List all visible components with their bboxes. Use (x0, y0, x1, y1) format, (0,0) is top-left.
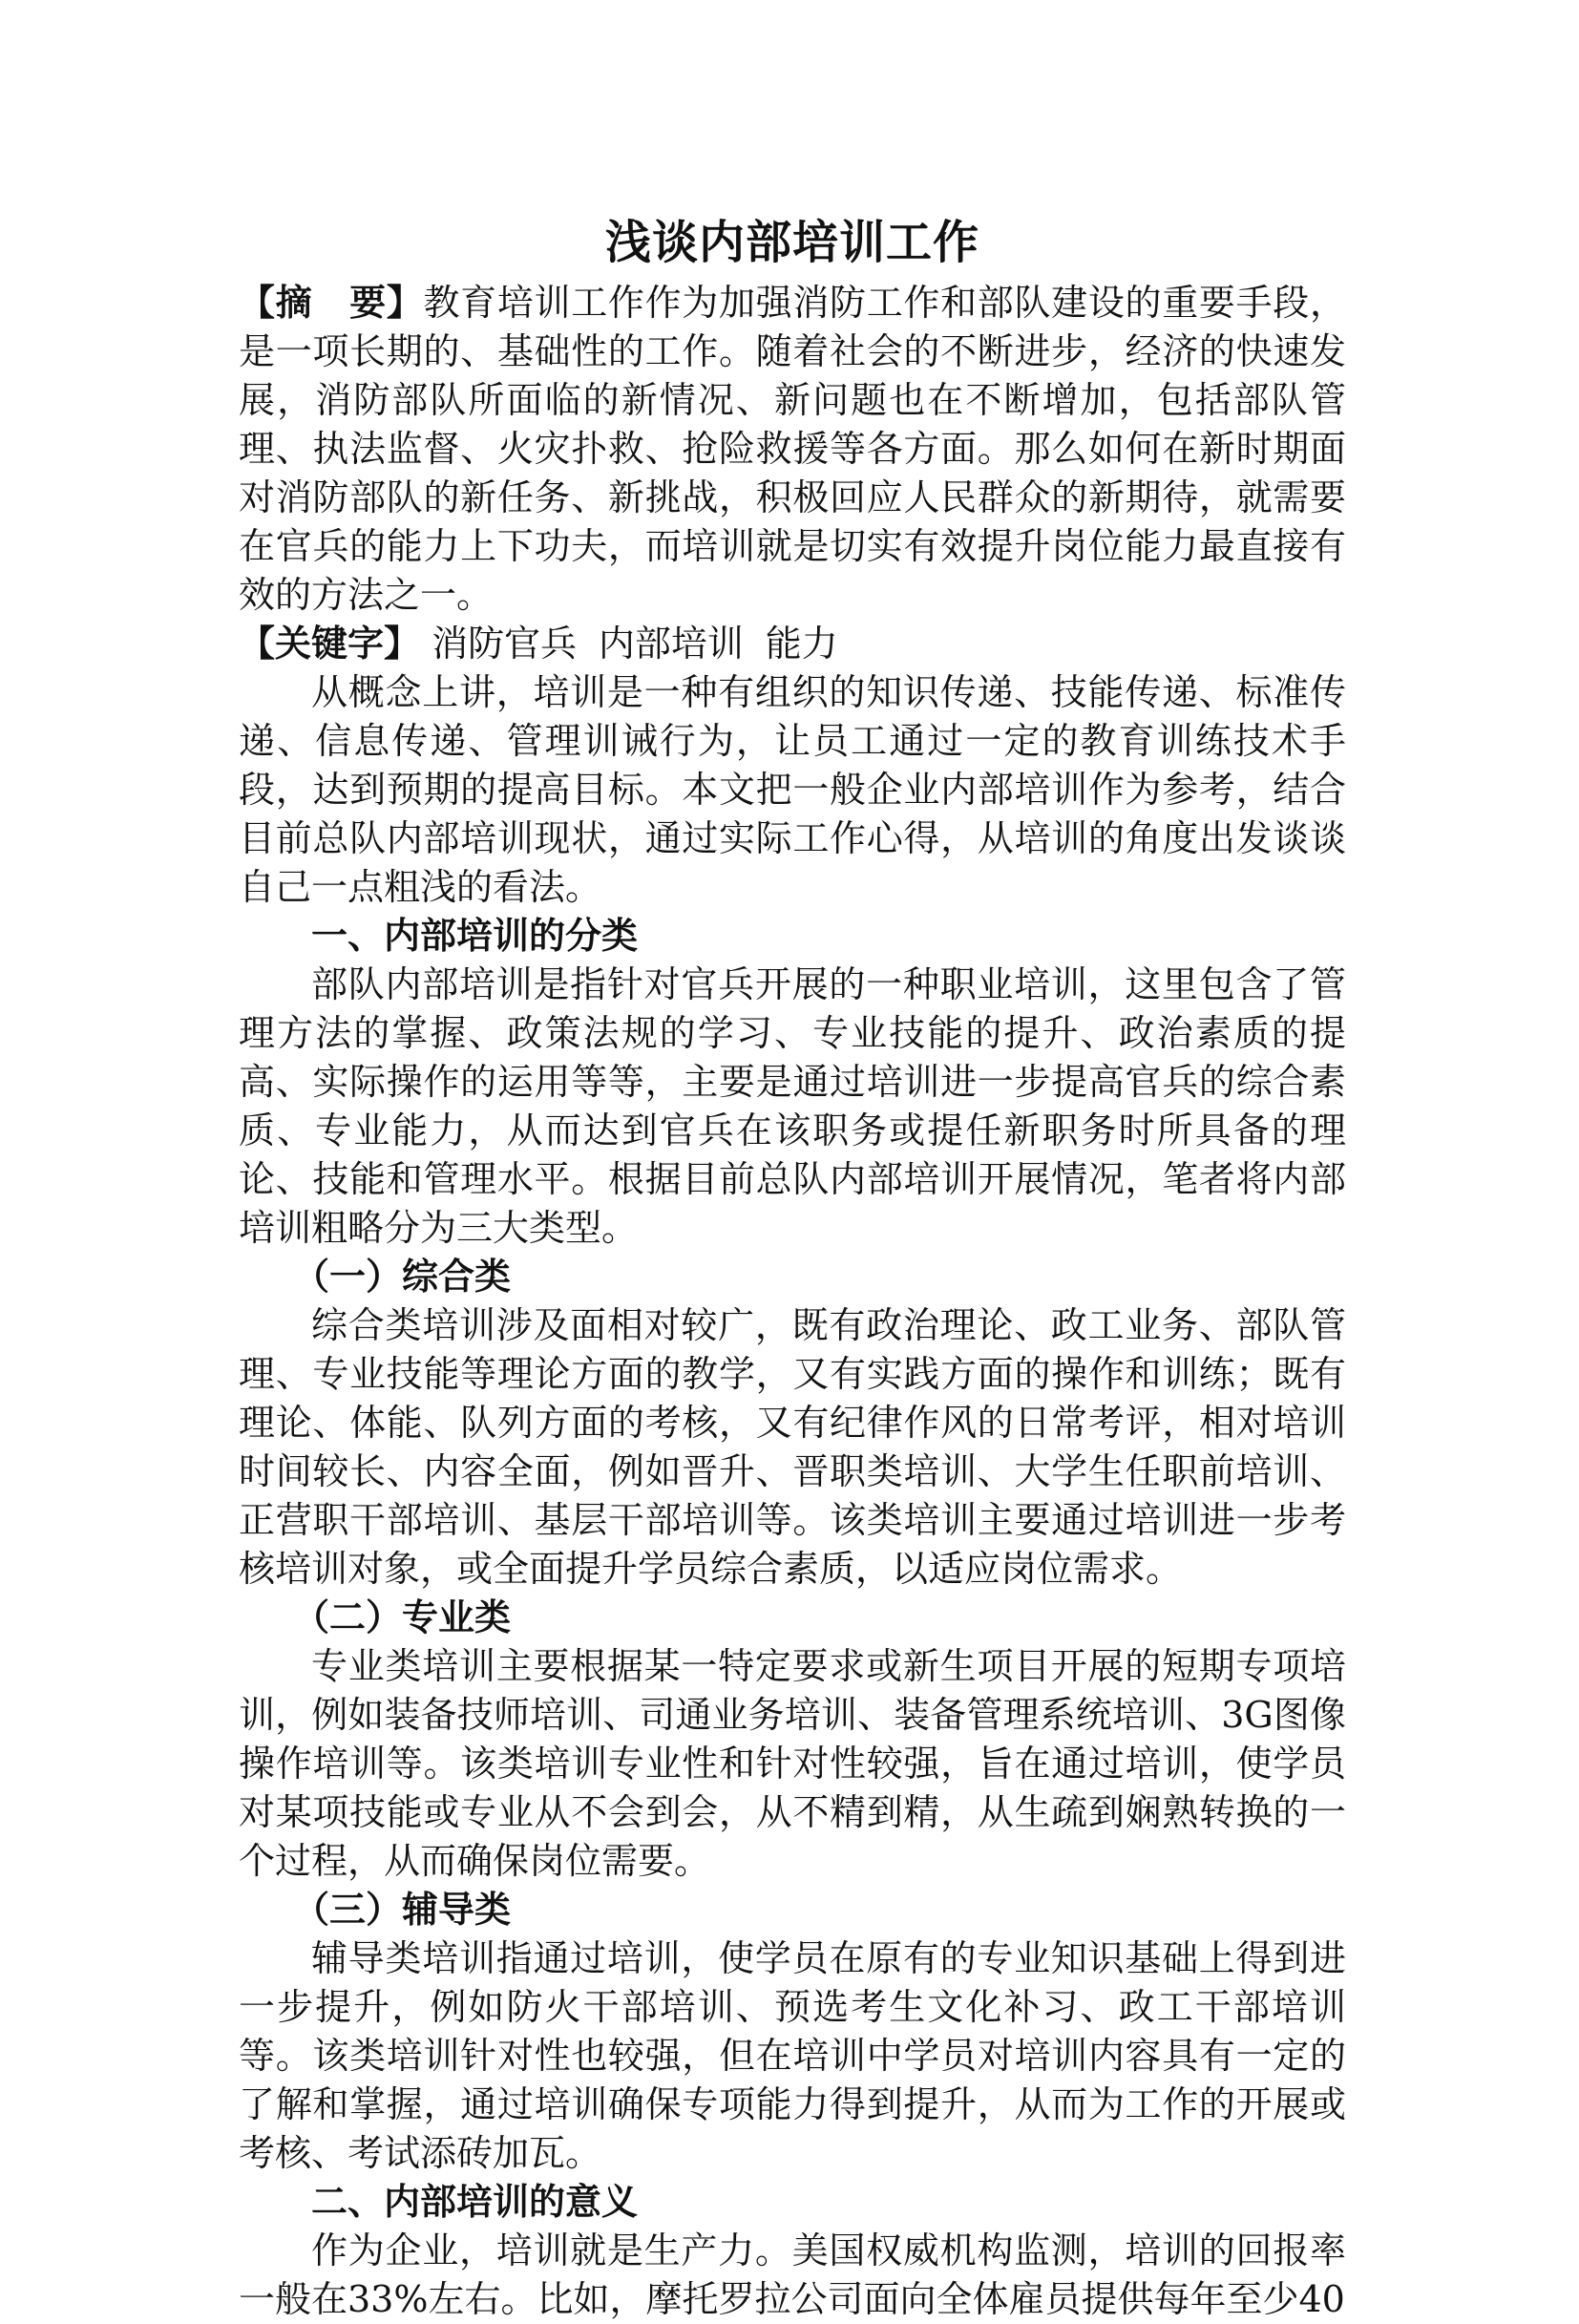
section-heading: 一、内部培训的分类 (311, 915, 639, 957)
intro-paragraph: 从概念上讲，培训是一种有组织的知识传递、技能传递、标准传递、信息传递、管理训诫行为，让员工通过一定的教育训练技术手段，达到预期的提高目标。本文把一般企业内部培训作为参考，结合目前总队内部培训现状，通过实际工作心得，从培训的角度出发谈谈自己一点粗浅的看法。 (239, 671, 1346, 908)
keywords-label: 【关键字】 (239, 623, 421, 665)
abstract-label: 【摘 要】 (239, 282, 424, 324)
document-title: 浅谈内部培训工作 (604, 216, 979, 269)
keyword-item: 内部培训 (598, 623, 744, 665)
abstract-paragraph (239, 279, 1346, 620)
subsection-paragraph: 辅导类培训指通过培训，使学员在原有的专业知识基础上得到进一步提升，例如防火干部培训、预选考生文化补习、政工干部培训等。该类培训针对性也较强，但在培训中学员对培训内容具有一定的了解和掌握，通过培训确保专项能力得到提升，从而为工作的开展或考核、考试添砖加瓦。 (239, 1937, 1346, 2174)
subsection-heading: （三）辅导类 (293, 1889, 512, 1931)
subsection-heading: （一）综合类 (293, 1256, 512, 1298)
section-paragraph: 作为企业，培训就是生产力。美国权威机构监测，培训的回报率一般在33%左右。比如，摩托罗拉公司面向全体雇员提供每年至少40 (239, 2229, 1346, 2320)
abstract-text: 教育培训工作作为加强消防工作和部队建设的重要手段，是一项长期的、基础性的工作。随着社会的不断进步，经济的快速发展，消防部队所面临的新情况、新问题也在不断增加，包括部队管理、执法监督、火灾扑救、抢险救援等各方面。那么如何在新时期面对消防部队的新任务、新挑战，积极回应人民群众的新期待，就需要在官兵的能力上下功夫，而培训就是切实有效提升岗位能力最直接有效的方法之一。 (239, 282, 1346, 616)
keyword-item: 能力 (765, 623, 838, 665)
subsection-paragraph: 综合类培训涉及面相对较广，既有政治理论、政工业务、部队管理、专业技能等理论方面的教学，又有实践方面的操作和训练；既有理论、体能、队列方面的考核，又有纪律作风的日常考评，相对培训时间较长、内容全面，例如晋升、晋职类培训、大学生任职前培训、正营职干部培训、基层干部培训等。该类培训主要通过培训进一步考核培训对象，或全面提升学员综合素质，以适应岗位需求。 (239, 1304, 1346, 1590)
document-page (239, 210, 1346, 2324)
keyword-item: 消防官兵 (432, 623, 578, 665)
keywords-line (239, 620, 1346, 668)
subsection-heading: （二）专业类 (293, 1596, 512, 1638)
section-paragraph: 部队内部培训是指针对官兵开展的一种职业培训，这里包含了管理方法的掌握、政策法规的学习、专业技能的提升、政治素质的提高、实际操作的运用等等，主要是通过培训进一步提高官兵的综合素质、专业能力，从而达到官兵在该职务或提任新职务时所具备的理论、技能和管理水平。根据目前总队内部培训开展情况，笔者将内部培训粗略分为三大类型。 (239, 963, 1346, 1249)
subsection-paragraph: 专业类培训主要根据某一特定要求或新生项目开展的短期专项培训，例如装备技师培训、司通业务培训、装备管理系统培训、3G图像操作培训等。该类培训专业性和针对性较强，旨在通过培训，使学员对某项技能或专业从不会到会，从不精到精，从生疏到娴熟转换的一个过程，从而确保岗位需要。 (239, 1645, 1346, 1882)
section-heading: 二、内部培训的意义 (311, 2181, 639, 2223)
